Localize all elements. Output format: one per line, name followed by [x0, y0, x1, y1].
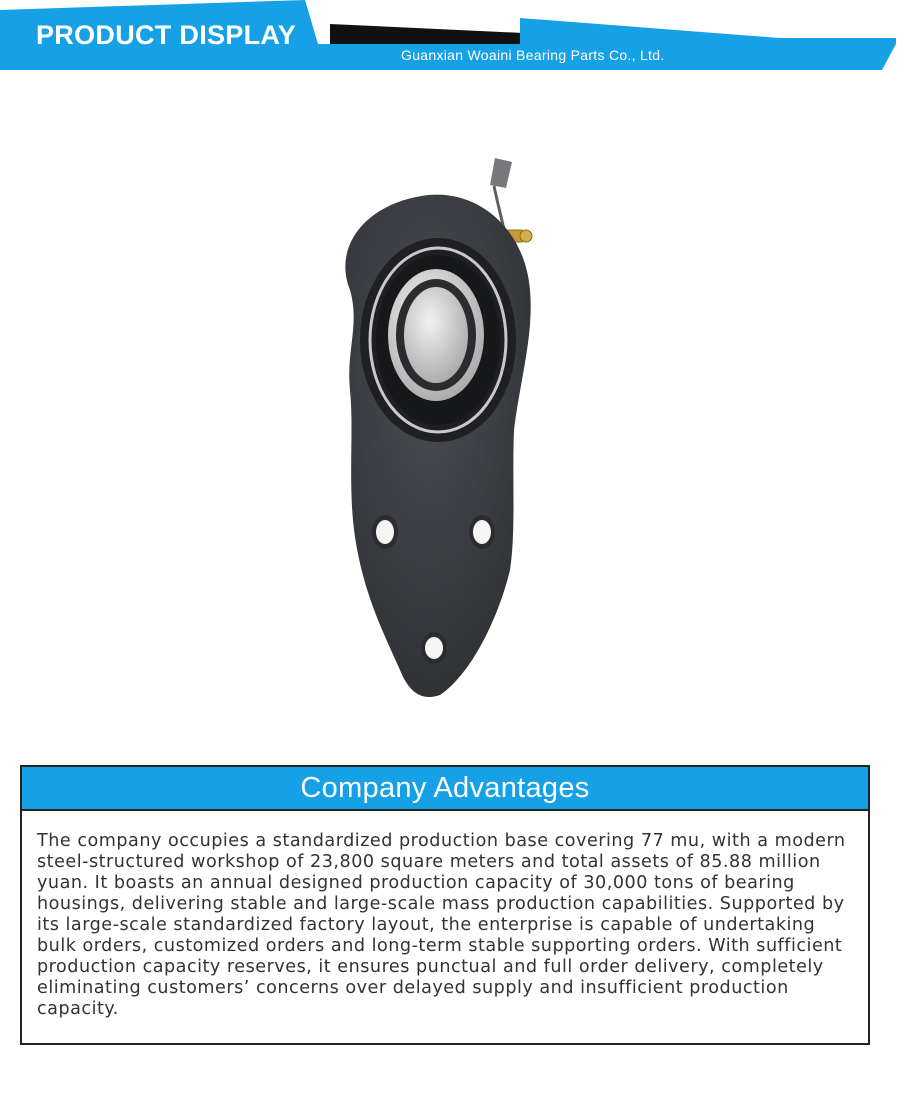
- advantages-header: [22, 767, 868, 811]
- page-title: PRODUCT DISPLAY: [36, 20, 297, 50]
- company-name: Guanxian Woaini Bearing Parts Co., Ltd.: [401, 47, 665, 63]
- advantages-body-text: The company occupies a standardized production base covering 77 mu, with a modern steel-structured workshop of 23,800 square meters and total assets of 85.88 million yuan. It boasts an annual designed production capacity of 30,000 tons of bearing housings, delivering stable and large-scale mass production capabilities. Supported by its large-scale standardized factory layout, the enterprise is capable of undertaking bulk orders, customized orders and long-term stable supporting orders. With sufficient production capacity reserves, it ensures punctual and full order delivery, completely eliminating customers’ concerns over delayed supply and insufficient production capacity.: [37, 831, 846, 1019]
- product-image: [320, 150, 560, 710]
- header-banner: [0, 0, 902, 72]
- company-advantages-panel: [20, 765, 870, 1045]
- bearing-flange-unit-icon: [320, 150, 560, 710]
- advantages-title: Company Advantages: [300, 771, 590, 804]
